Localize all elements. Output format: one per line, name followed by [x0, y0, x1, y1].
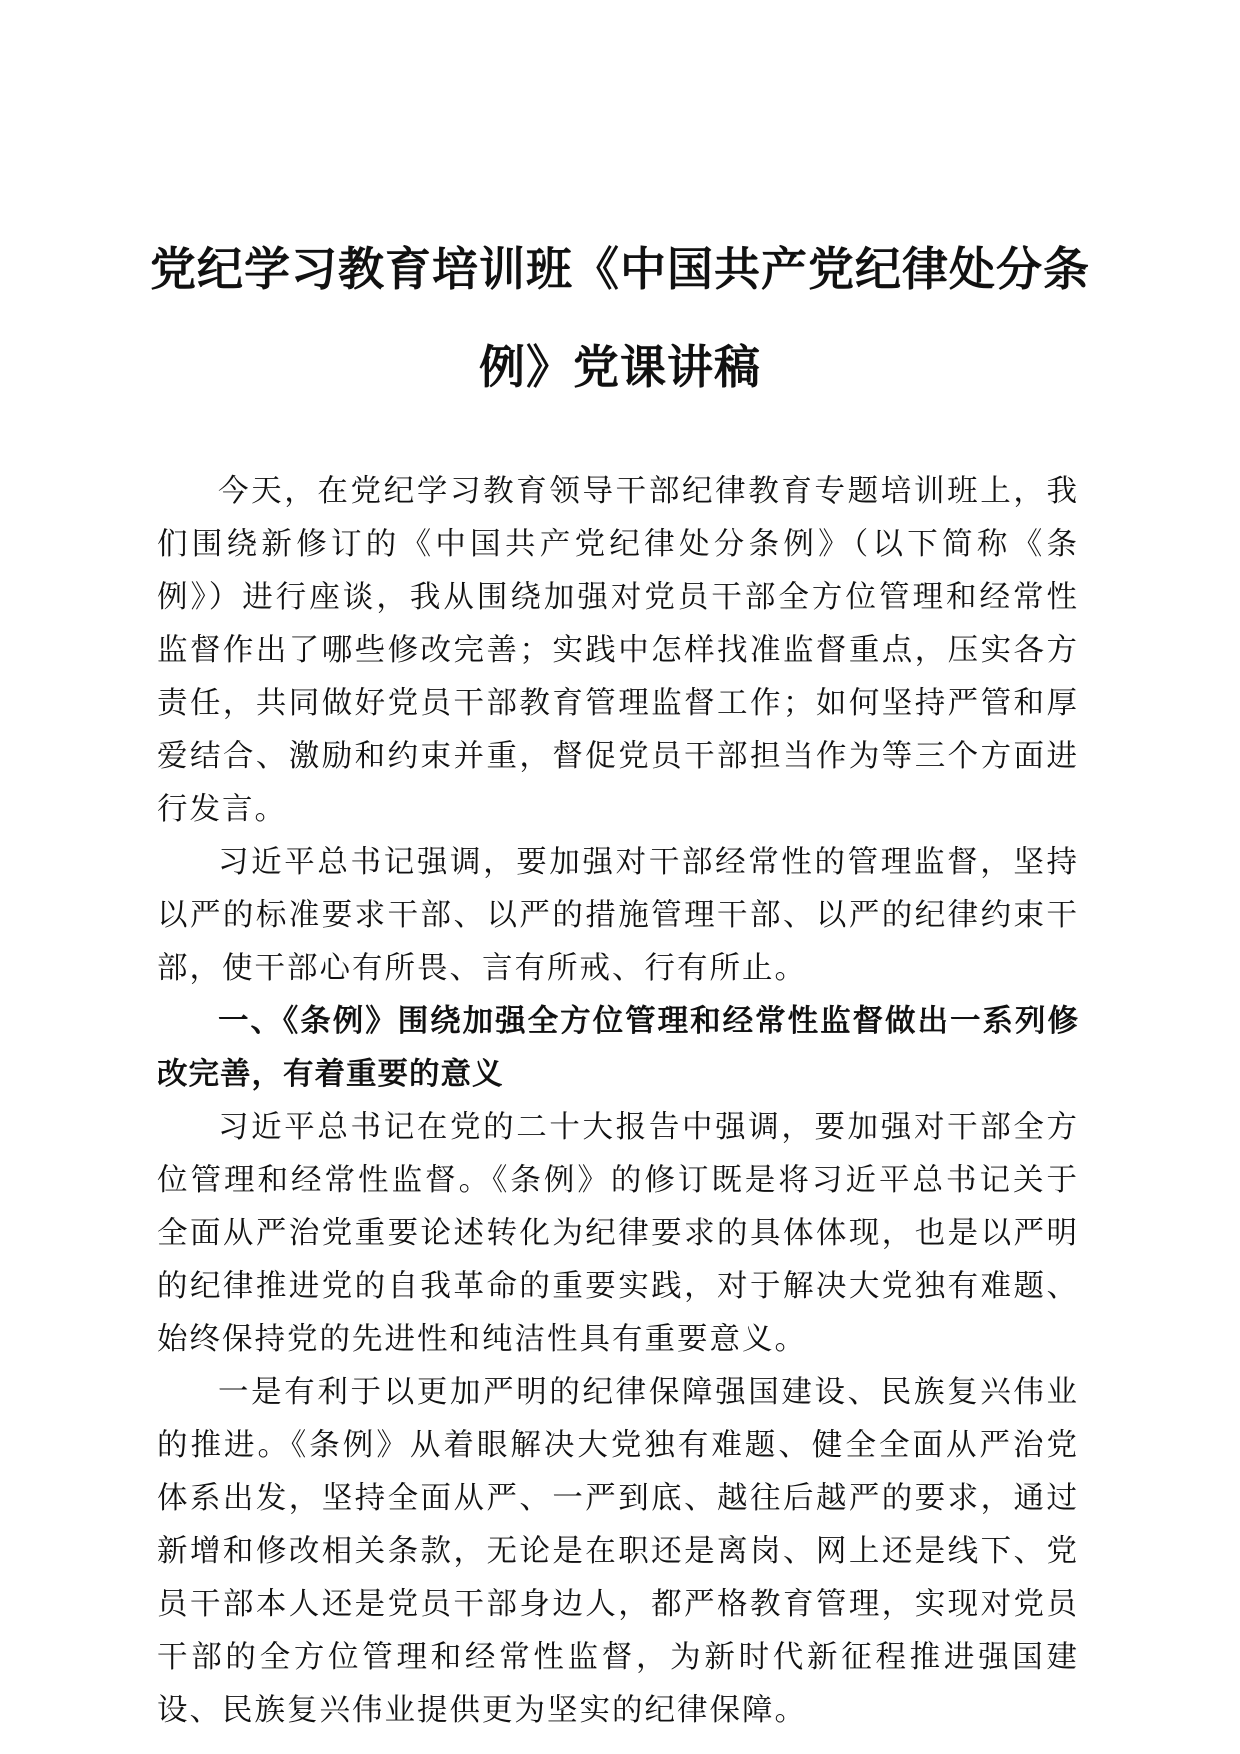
section-paragraph: 一是有利于以更加严明的纪律保障强国建设、民族复兴伟业的推进。《条例》从着眼解决大党独有难题、健全全面从严治党体系出发，坚持全面从严、一严到底、越往后越严的要求，通过新增和修改相关条款，无论是在职还是离岗、网上还是线下、党员干部本人还是党员干部身边人，都严格教育管理，实现对党员干部的全方位管理和经常性监督，为新时代新征程推进强国建设、民族复兴伟业提供更为坚实的纪律保障。: [157, 1375, 1079, 1728]
document-title: 党纪学习教育培训班《中国共产党纪律处分条例》党课讲稿: [150, 242, 1090, 394]
quote-paragraph: 习近平总书记强调，要加强对干部经常性的管理监督，坚持以严的标准要求干部、以严的措施管理干部、以严的纪律约束干部，使干部心有所畏、言有所戒、行有所止。: [157, 845, 1079, 986]
section-heading: 一、《条例》围绕加强全方位管理和经常性监督做出一系列修改完善，有着重要的意义: [157, 1004, 1079, 1092]
intro-paragraph: 今天，在党纪学习教育领导干部纪律教育专题培训班上，我们围绕新修订的《中国共产党纪律处分条例》（以下简称《条例》）进行座谈，我从围绕加强对党员干部全方位管理和经常性监督作出了哪些修改完善；实践中怎样找准监督重点，压实各方责任，共同做好党员干部教育管理监督工作；如何坚持严管和厚爱结合、激励和约束并重，督促党员干部担当作为等三个方面进行发言。: [157, 474, 1079, 827]
document-body: [157, 465, 1079, 1737]
section-paragraph: 习近平总书记在党的二十大报告中强调，要加强对干部全方位管理和经常性监督。《条例》的修订既是将习近平总书记关于全面从严治党重要论述转化为纪律要求的具体体现，也是以严明的纪律推进党的自我革命的重要实践，对于解决大党独有难题、始终保持党的先进性和纯洁性具有重要意义。: [157, 1110, 1079, 1357]
